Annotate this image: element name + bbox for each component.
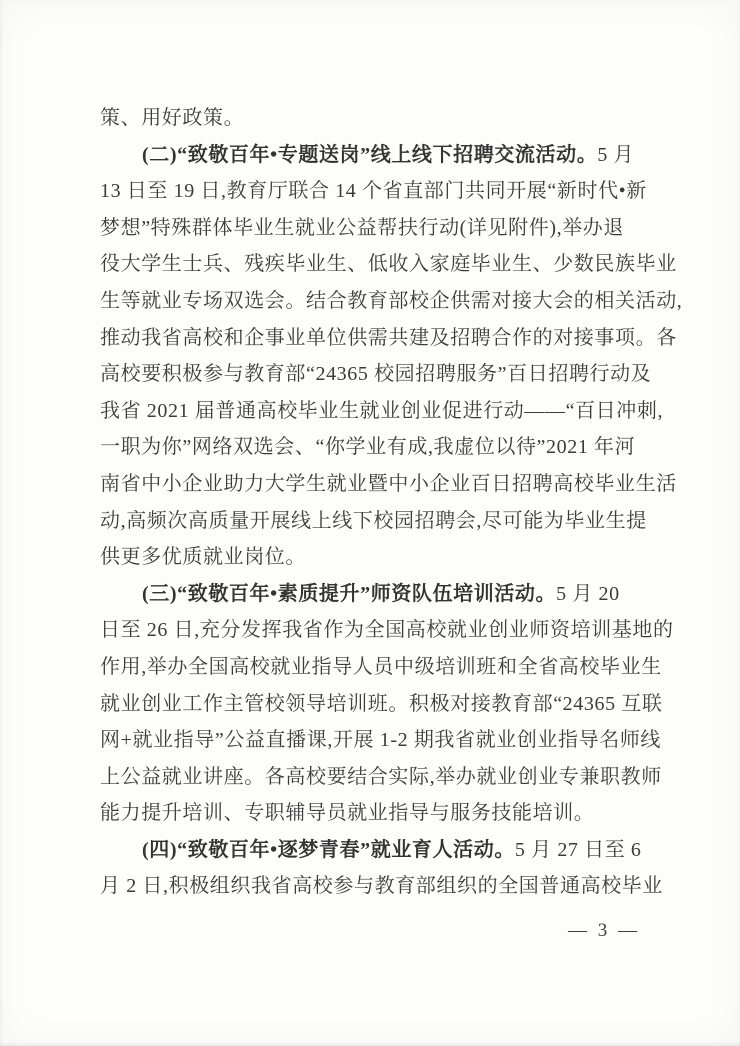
text-line bbox=[100, 356, 652, 393]
line-text: 月 2 日,积极组织我省高校参与教育部组织的全国普通高校毕业 bbox=[100, 875, 663, 898]
text-line bbox=[100, 832, 646, 869]
text-line bbox=[100, 722, 662, 759]
line-text: 我省 2021 届普通高校毕业生就业创业促进行动——“百日冲刺, bbox=[100, 399, 664, 422]
text-line bbox=[100, 612, 674, 649]
text-line bbox=[100, 686, 663, 723]
line-text: 供更多优质就业岗位。 bbox=[100, 546, 306, 569]
text-line bbox=[100, 283, 683, 320]
line-text: 5 月 20 bbox=[556, 582, 620, 605]
text-line bbox=[100, 868, 663, 905]
line-text: 网+就业指导”公益直播课,开展 1-2 期我省就业创业指导名师线 bbox=[100, 729, 662, 752]
line-text: 梦想”特殊群体毕业生就业公益帮扶行动(详见附件),举办退 bbox=[100, 216, 624, 239]
line-text: 南省中小企业助力大学生就业暨中小企业百日招聘高校毕业生活 bbox=[100, 472, 677, 495]
text-line bbox=[100, 173, 646, 210]
line-text: 13 日至 19 日,教育厅联合 14 个省直部门共同开展“新时代•新 bbox=[100, 180, 647, 203]
line-text: 5 月 27 日至 6 bbox=[514, 838, 642, 861]
text-line bbox=[100, 320, 677, 357]
section-4-heading: (四)“致敬百年•逐梦青春”就业育人活动。 bbox=[142, 838, 515, 861]
document-body-text bbox=[100, 100, 683, 905]
page-number: — 3 — bbox=[568, 920, 640, 941]
line-text: 推动我省高校和企事业单位供需共建及招聘合作的对接事项。各 bbox=[100, 326, 677, 349]
line-text: 5 月 bbox=[597, 143, 635, 166]
line-text: 策、用好政策。 bbox=[100, 107, 245, 129]
line-text: 作用,举办全国高校就业指导人员中级培训班和全省高校毕业生 bbox=[100, 655, 662, 678]
line-text: 上公益就业讲座。各高校要结合实际,举办就业创业专兼职教师 bbox=[100, 765, 662, 788]
text-line bbox=[100, 649, 662, 686]
section-3-heading: (三)“致敬百年•素质提升”师资队伍培训活动。 bbox=[142, 582, 557, 605]
text-line bbox=[100, 210, 646, 247]
text-line bbox=[100, 759, 662, 796]
line-text: 役大学生士兵、残疾毕业生、低收入家庭毕业生、少数民族毕业 bbox=[100, 253, 677, 276]
line-text: 生等就业专场双选会。结合教育部校企供需对接大会的相关活动, bbox=[100, 289, 683, 312]
line-text: 一职为你”网络双选会、“你学业有成,我虚位以待”2021 年河 bbox=[100, 436, 636, 459]
line-text: 能力提升培训、专职辅导员就业指导与服务技能培训。 bbox=[100, 802, 595, 825]
text-line bbox=[100, 429, 646, 466]
section-2-heading: (二)“致敬百年•专题送岗”线上线下招聘交流活动。 bbox=[142, 143, 598, 166]
text-line bbox=[100, 393, 664, 430]
line-text: 高校要积极参与教育部“24365 校园招聘服务”百日招聘行动及 bbox=[100, 363, 652, 386]
text-line bbox=[100, 503, 646, 540]
line-text: 动,高频次高质量开展线上线下校园招聘会,尽可能为毕业生提 bbox=[100, 509, 647, 532]
text-line bbox=[100, 539, 646, 576]
text-line bbox=[100, 576, 646, 613]
text-line bbox=[100, 795, 646, 832]
text-line bbox=[100, 466, 677, 503]
text-line bbox=[100, 246, 677, 283]
text-line bbox=[100, 100, 646, 137]
line-text: 日至 26 日,充分发挥我省作为全国高校就业创业师资培训基地的 bbox=[100, 619, 674, 642]
line-text: 就业创业工作主管校领导培训班。积极对接教育部“24365 互联 bbox=[100, 692, 663, 715]
text-line bbox=[100, 137, 646, 174]
